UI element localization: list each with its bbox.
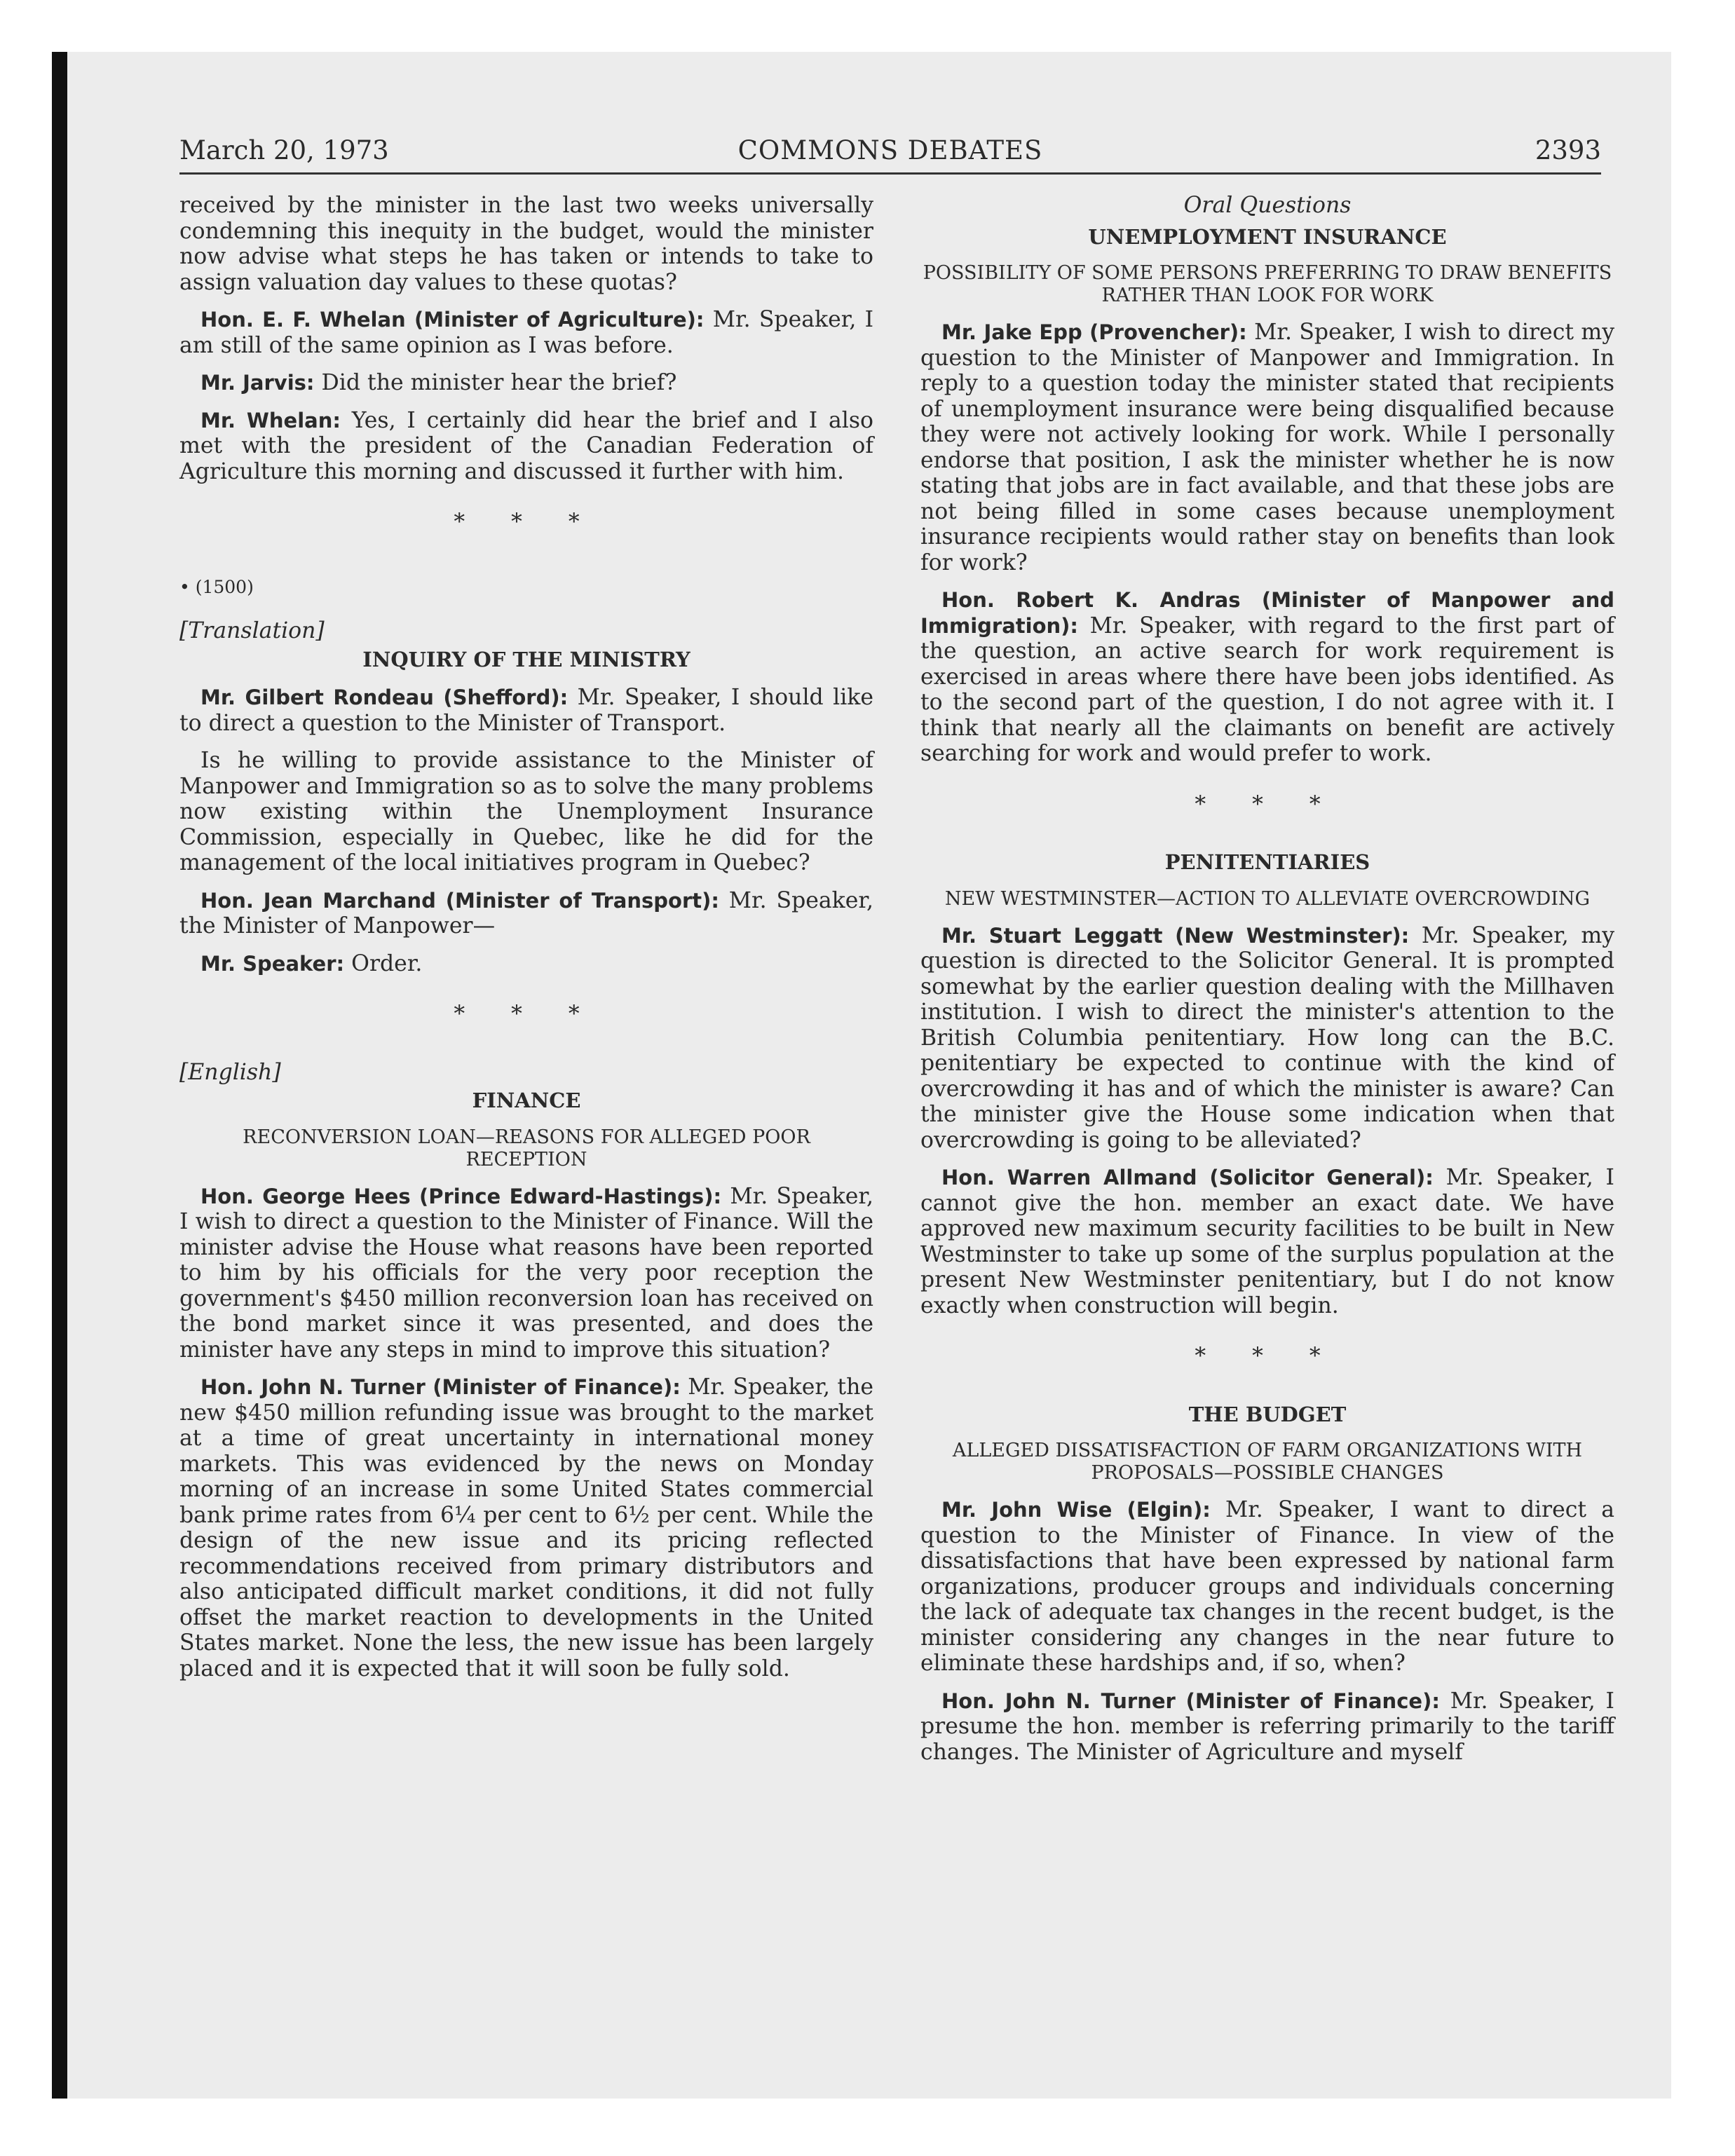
speech-text: Mr. Speaker, I cannot give the hon. member an exact date. We have approved new maximum security facilities to be built in New Westminster to take up some of the surplus population at the present New Westminster penitentiary, but I do not know exactly when construction will begin.	[920, 1165, 1615, 1318]
speech-text: Order.	[351, 950, 423, 976]
speaker-name: Mr. Gilbert Rondeau (Shefford):	[200, 685, 569, 709]
speaker-name: Mr. Stuart Leggatt (New Westminster):	[941, 923, 1410, 948]
page-header	[179, 133, 1601, 175]
section-separator: * * *	[454, 1002, 599, 1027]
header-date: March 20, 1973	[179, 135, 389, 165]
section-heading: PENITENTIARIES	[1164, 850, 1370, 874]
speaker-name: Hon. John N. Turner (Minister of Finance):	[200, 1375, 681, 1399]
section-heading: FINANCE	[472, 1089, 581, 1112]
speech-text: Did the minister hear the brief?	[321, 370, 677, 395]
speaker-name: Mr. Jake Epp (Provencher):	[941, 320, 1247, 344]
speech	[920, 1688, 1614, 1766]
speech-text: Mr. Speaker, with regard to the first part of the question, an active search for work requirement is exercised in areas where there have been jobs identified. As to the second part of the question, I do not agree with it. I think that nearly all the claimants on benefit are actively searching for work and would prefer to work.	[920, 613, 1615, 766]
speech-text: Mr. Speaker, I wish to direct my question to the Minister of Manpower and Immigration. In reply to a question today the minister stated that recipients of unemployment insurance were being disqualified because they were not actively looking for work. While I personally endorse that position, I ask the minister whether he is now stating that jobs are in fact available, and that these jobs are not being filled in some cases because unemployment insurance recipients would rather stay on benefits than look for work?	[920, 320, 1615, 575]
speech	[179, 408, 873, 485]
speech	[179, 888, 873, 939]
section-heading: THE BUDGET	[1188, 1402, 1347, 1426]
section-subheading: POSSIBILITY OF SOME PERSONS PREFERRING TO DRAW BENEFITS RATHER THAN LOOK FOR WORK	[923, 262, 1612, 306]
speaker-name: Hon. E. F. Whelan (Minister of Agriculture):	[200, 308, 705, 332]
speaker-name: Hon. Warren Allmand (Solicitor General):	[941, 1166, 1434, 1189]
paragraph: received by the minister in the last two weeks universally condemning this inequity in the budget, would the minister now advise what steps he has taken or intends to take to assign valuation day values to these quotas?	[179, 193, 873, 295]
right-column	[920, 193, 1614, 1777]
speech-text: Mr. Speaker, I should like to direct a question to the Minister of Transport.	[179, 685, 874, 736]
speaker-name: Hon. Jean Marchand (Minister of Transport):	[200, 888, 719, 913]
english-label: [English]	[179, 1059, 281, 1085]
speaker-name: Mr. John Wise (Elgin):	[941, 1498, 1211, 1522]
speech	[179, 1184, 873, 1363]
binding-edge	[52, 52, 67, 2099]
speaker-name: Mr. Speaker:	[200, 951, 345, 976]
speech	[179, 370, 873, 396]
section-heading: UNEMPLOYMENT INSURANCE	[1088, 224, 1447, 249]
speaker-name: Hon. Robert K. Andras (Minister of Manpower and Immigration):	[920, 588, 1614, 638]
section-subheading: RECONVERSION LOAN—REASONS FOR ALLEGED POOR RECEPTION	[243, 1126, 810, 1171]
speech-text: Mr. Speaker, the new $450 million refunding issue was brought to the market at a time of great uncertainty in international money markets. This was evidenced by the news on Monday morning of an increase in some United States commercial bank prime rates from 6¼ per cent to 6½ per cent. While the design of the new issue and its pricing reflected recommendations received from primary distributors and also anticipated difficult market conditions, it did not fully offset the market reaction to developments in the United States market. None the less, the new issue has been largely placed and it is expected that it will soon be fully sold.	[179, 1374, 873, 1681]
section-heading: INQUIRY OF THE MINISTRY	[362, 647, 690, 671]
left-column	[179, 193, 873, 1693]
page-number: 2393	[1535, 135, 1601, 165]
section-separator: * * *	[1195, 791, 1340, 817]
speaker-name: Mr. Jarvis:	[200, 371, 315, 395]
speech	[920, 1497, 1614, 1677]
speaker-name: Mr. Whelan:	[200, 408, 341, 432]
paragraph: Is he willing to provide assistance to the Minister of Manpower and Immigration so as to solve the many problems now existing within the Unemployment Insurance Commission, especially in Quebec, like he did for the management of the local initiatives program in Quebec?	[179, 748, 873, 875]
translation-label: [Translation]	[179, 618, 325, 643]
speech	[920, 1165, 1614, 1318]
speech	[179, 307, 873, 358]
time-marker: • (1500)	[179, 576, 254, 597]
speech-text: Mr. Speaker, my question is directed to the Solicitor General. It is prompted somewhat by the earlier question dealing with the Millhaven institution. I wish to direct the minister's attention to the British Columbia penitentiary. How long can the B.C. penitentiary be expected to continue with the kind of overcrowding it has and of which the minister is aware? Can the minister give the House some indication when that overcrowding is going to be alleviated?	[920, 922, 1615, 1153]
speech-text: Mr. Speaker, I am still of the same opinion as I was before.	[179, 307, 874, 358]
speech	[920, 923, 1614, 1154]
section-separator: * * *	[454, 510, 599, 535]
speech	[179, 685, 873, 736]
speaker-name: Hon. George Hees (Prince Edward-Hastings):	[200, 1184, 722, 1208]
section-separator: * * *	[1195, 1344, 1340, 1369]
speech-text: Yes, I certainly did hear the brief and I also met with the president of the Canadian Federation of Agriculture this morning and discussed it further with him.	[179, 407, 873, 484]
speech-text: Mr. Speaker, I want to direct a question to the Minister of Finance. In view of the dissatisfactions that have been expressed by national farm organizations, producer groups and individuals concerning the lack of adequate tax changes in the recent budget, is the minister considering any changes in the near future to eliminate these hardships and, if so, when?	[920, 1497, 1614, 1676]
speech	[920, 320, 1614, 575]
speaker-name: Hon. John N. Turner (Minister of Finance):	[941, 1688, 1440, 1713]
speech	[179, 951, 873, 977]
section-subheading: ALLEGED DISSATISFACTION OF FARM ORGANIZATIONS WITH PROPOSALS—POSSIBLE CHANGES	[952, 1440, 1583, 1484]
speech	[920, 587, 1614, 767]
speech-text: Mr. Speaker, the Minister of Manpower—	[179, 887, 873, 939]
speech	[179, 1374, 873, 1681]
speech-text: Mr. Speaker, I presume the hon. member is referring primarily to the tariff changes. The Minister of Agriculture and myself	[920, 1688, 1615, 1765]
speech-text: Mr. Speaker, I wish to direct a question to the Minister of Finance. Will the minister advise the House what reasons have been reported to him by his officials for the very poor reception the government's $450 million reconversion loan has received on the bond market since it was presented, and does the minister have any steps in mind to improve this situation?	[179, 1183, 874, 1363]
section-subheading: NEW WESTMINSTER—ACTION TO ALLEVIATE OVERCROWDING	[944, 887, 1591, 910]
oral-questions-rubric: Oral Questions	[1183, 193, 1352, 218]
header-title: COMMONS DEBATES	[737, 135, 1043, 165]
